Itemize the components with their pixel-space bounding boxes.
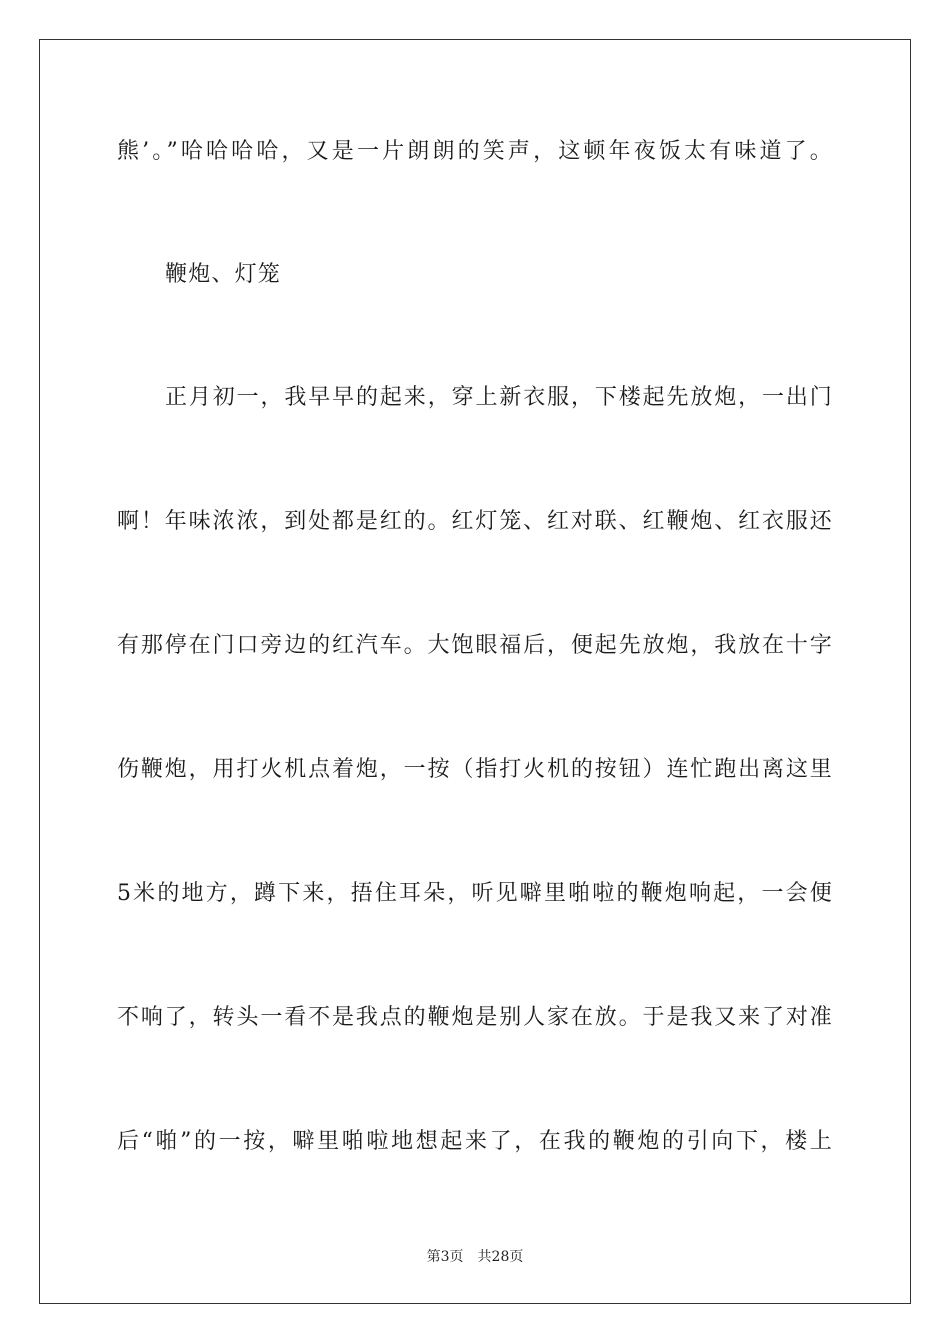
page-border <box>39 39 911 1304</box>
page-number: 第3页 <box>426 1249 464 1265</box>
text-line-4: 啊！年味浓浓，到处都是红的。红灯笼、红对联、红鞭炮、红衣服还 <box>117 509 833 534</box>
text-line-3: 正月初一，我早早的起来，穿上新衣服，下楼起先放炮，一出门 <box>165 385 833 410</box>
text-line-1: 熊’。”哈哈哈哈，又是一片朗朗的笑声，这顿年夜饭太有味道了。 <box>117 139 833 164</box>
page-footer <box>0 1248 950 1266</box>
page-total: 共28页 <box>477 1249 524 1265</box>
text-line-6: 伤鞭炮，用打火机点着炮，一按（指打火机的按钮）连忙跑出离这里 <box>117 757 833 782</box>
text-line-8: 不响了，转头一看不是我点的鞭炮是别人家在放。于是我又来了对准 <box>117 1005 833 1030</box>
text-line-7: 5米的地方，蹲下来，捂住耳朵，听见噼里啪啦的鞭炮响起，一会便 <box>117 881 833 906</box>
text-line-9: 后“啪”的一按，噼里啪啦地想起来了，在我的鞭炮的引向下，楼上 <box>117 1129 833 1154</box>
text-line-5: 有那停在门口旁边的红汽车。大饱眼福后，便起先放炮，我放在十字 <box>117 633 833 658</box>
section-heading: 鞭炮、灯笼 <box>165 262 282 287</box>
